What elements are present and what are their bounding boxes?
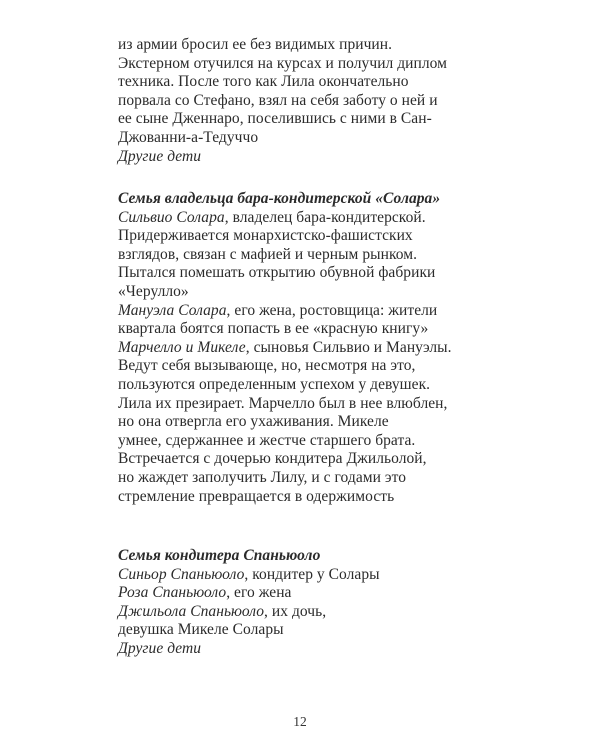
text-line: Джованни-а-Тедуччо xyxy=(118,128,259,146)
text-line: пользуются определенным успехом у девушек. xyxy=(118,375,431,393)
text-line: Пытался помешать открытию обувной фабрики xyxy=(118,264,436,282)
text-line: взглядов, связан с мафией и черным рынком. xyxy=(118,245,418,263)
text-line: техника. После того как Лила окончательно xyxy=(118,73,409,91)
page-number: 12 xyxy=(293,714,307,729)
person-name: Синьор Спаньюоло xyxy=(118,565,245,583)
text-line: квартала боятся попасть в ее «красную книгу» xyxy=(118,320,429,338)
text-line: Лила их презирает. Марчелло был в нее влюблен, xyxy=(118,394,448,412)
person-desc: , владелец бара-кондитерской. xyxy=(224,208,426,226)
entry-rosa xyxy=(118,584,558,603)
text-line: но жаждет заполучить Лилу, и с годами это xyxy=(118,468,407,486)
other-children-label: Другие дети xyxy=(118,639,202,657)
entry-silvio xyxy=(118,209,558,228)
person-desc: , его жена, ростовщица: жители xyxy=(226,301,438,319)
text-line: Встречается с дочерью кондитера Джильолой, xyxy=(118,450,427,468)
entry-gigliola xyxy=(118,603,558,622)
person-name: Сильвио Солара xyxy=(118,208,225,226)
text-line: Экстерном отучился на курсах и получил диплом xyxy=(118,54,448,72)
text-line: умнее, сдержаннее и жестче старшего брата. xyxy=(118,431,416,449)
person-name: Джильола Спаньюоло xyxy=(118,602,265,620)
person-desc: , его жена xyxy=(226,584,292,602)
text-line: порвала со Стефано, взял на себя заботу о ней и xyxy=(118,91,438,109)
text-line: Придерживается монархистско-фашистских xyxy=(118,227,413,245)
other-children-label: Другие дети xyxy=(118,147,202,165)
section-solara-family xyxy=(118,190,558,506)
entry-signor xyxy=(118,566,558,585)
text-line: стремление превращается в одержимость xyxy=(118,487,395,505)
person-name: Роза Спаньюоло xyxy=(118,584,227,602)
person-name: Мануэла Солара xyxy=(118,301,227,319)
section-heading: Семья владельца бара-кондитерской «Солара» xyxy=(118,190,441,207)
text-line: Ведут себя вызывающе, но, несмотря на это, xyxy=(118,357,416,375)
text-line: «Черулло» xyxy=(118,282,189,300)
person-desc: , их дочь, xyxy=(264,602,327,620)
person-name: Марчелло и Микеле xyxy=(118,338,246,356)
entry-manuela xyxy=(118,302,558,321)
text-line: но она отвергла его ухаживания. Микеле xyxy=(118,413,389,431)
section-continuation xyxy=(118,36,558,166)
person-desc: , кондитер у Солары xyxy=(244,565,380,583)
section-heading: Семья кондитера Спаньюоло xyxy=(118,547,321,564)
text-line: из армии бросил ее без видимых причин. xyxy=(118,36,393,53)
text-line: девушка Микеле Солары xyxy=(118,621,284,639)
section-spagnuolo-family xyxy=(118,547,558,659)
person-desc: , сыновья Сильвио и Мануэлы. xyxy=(245,338,452,356)
text-line: ее сыне Дженнаро, поселившись с ними в Сан- xyxy=(118,110,432,128)
entry-brothers xyxy=(118,339,558,358)
